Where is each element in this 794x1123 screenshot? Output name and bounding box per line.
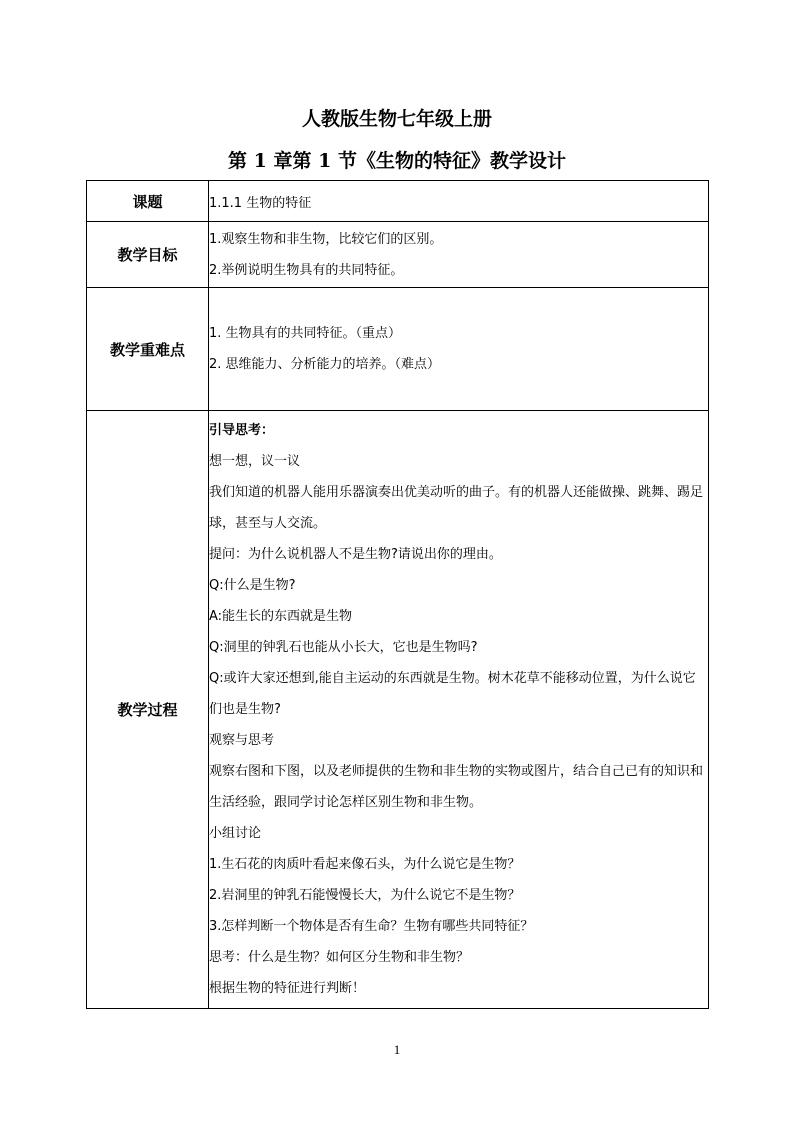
- process-line: 提问：为什么说机器人不是生物?请说出你的理由。: [209, 547, 502, 562]
- objective-item: 2.举例说明生物具有的共同特征。: [209, 262, 404, 278]
- key-points-label: 教学重难点: [87, 288, 209, 411]
- key-point-item: 1. 生物具有的共同特征。（重点）: [209, 326, 402, 341]
- process-line: 思考：什么是生物？如何区分生物和非生物？: [209, 950, 470, 965]
- table-row-process: [87, 411, 709, 1009]
- process-line: 我们知道的机器人能用乐器演奏出优美动听的曲子。有的机器人还能做操、跳舞、踢足球，甚至与人交流。: [209, 485, 704, 531]
- table-row-topic: [87, 181, 709, 222]
- process-line: A:能生长的东西就是生物: [209, 609, 353, 624]
- table-row-key-points: [87, 288, 709, 411]
- page-number: 1: [393, 1042, 401, 1057]
- process-line: 引导思考：: [209, 423, 275, 438]
- process-line: 观察与思考: [209, 733, 275, 748]
- process-line: Q:或许大家还想到,能自主运动的东西就是生物。树木花草不能移动位置，为什么说它们也是生物?: [209, 671, 696, 717]
- process-cell: [209, 411, 709, 1009]
- process-line: 观察右图和下图，以及老师提供的生物和非生物的实物或图片，结合自己已有的知识和生活经验，跟同学讨论怎样区别生物和非生物。: [209, 764, 704, 810]
- topic-label: 课题: [87, 181, 209, 222]
- process-label: 教学过程: [87, 411, 209, 1009]
- process-line: Q:洞里的钟乳石也能从小长大，它也是生物吗?: [209, 640, 478, 655]
- objectives-label: 教学目标: [87, 222, 209, 288]
- lesson-plan-table: [86, 180, 709, 1009]
- topic-value: 1.1.1 生物的特征: [209, 181, 709, 222]
- process-line: 小组讨论: [209, 826, 262, 841]
- process-line: 1.生石花的肉质叶看起来像石头，为什么说它是生物？: [209, 857, 521, 872]
- key-points-cell: [209, 288, 709, 411]
- document-subtitle: 第 1 章第 1 节《生物的特征》教学设计: [228, 150, 566, 172]
- objectives-cell: [209, 222, 709, 288]
- process-line: 想一想，议一议: [209, 454, 301, 469]
- key-point-item: 2. 思维能力、分析能力的培养。（难点）: [209, 357, 441, 372]
- objective-item: 1.观察生物和非生物，比较它们的区别。: [209, 231, 443, 247]
- process-line: 3.怎样判断一个物体是否有生命？生物有哪些共同特征？: [209, 919, 534, 934]
- process-line: 根据生物的特征进行判断！: [209, 981, 366, 996]
- document-title: 人教版生物七年级上册: [301, 108, 492, 130]
- process-line: 2.岩洞里的钟乳石能慢慢长大，为什么说它不是生物？: [209, 888, 521, 903]
- table-row-objectives: [87, 222, 709, 288]
- process-line: Q:什么是生物?: [209, 578, 296, 593]
